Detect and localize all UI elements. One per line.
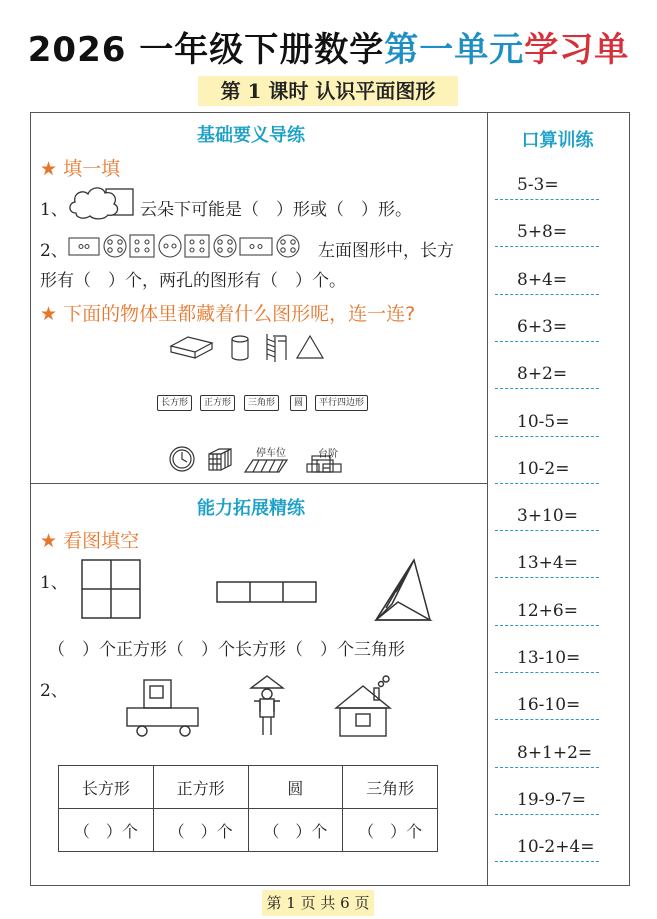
table-header-cell: 长方形 [59,766,154,809]
mental-math-item[interactable]: 3+10= [495,501,599,531]
shape-row-icon [68,233,316,259]
page-title: 2026 一年级下册数学第一单元学习单 [27,30,630,70]
table-row [59,809,438,852]
parking-label: 停车位 [256,448,286,459]
answer-cell[interactable]: （ ）个 [153,809,248,852]
mental-math-item[interactable]: 10-5= [495,407,599,437]
page-number: 第 1 页 共 6 页 [262,890,374,916]
fill-heading: ★ 填一填 [40,158,121,180]
table-header-cell: 三角形 [343,766,438,809]
steps-label: 台阶 [318,449,338,460]
s2-q2-number: 2、 [40,681,68,701]
shape-tag[interactable]: 长方形 [157,395,192,411]
q2-text: 左面图形中，长方 [318,241,454,261]
mental-math-item[interactable]: 16-10= [495,690,599,720]
answer-cell[interactable]: （ ）个 [59,809,154,852]
shape-tag[interactable]: 三角形 [244,395,279,411]
table-header-cell: 正方形 [153,766,248,809]
mental-math-item[interactable]: 8+4= [495,265,599,295]
mental-math-item[interactable]: 10-2+4= [495,832,599,862]
mental-math-item[interactable]: 13-10= [495,643,599,673]
answer-cell[interactable]: （ ）个 [343,809,438,852]
mental-math-item[interactable]: 8+2= [495,359,599,389]
mental-math-item[interactable]: 8+1+2= [495,738,599,768]
shape-tag[interactable]: 平行四边形 [315,395,368,411]
look-fill-heading: ★ 看图填空 [40,530,140,552]
lesson-title: 第 1 课时 认识平面图形 [198,76,458,106]
object-images [168,332,348,364]
mental-math-title: 口算训练 [521,130,594,151]
section1-title: 基础要义导练 [197,125,305,146]
mental-math-item[interactable]: 13+4= [495,548,599,578]
q2-figures [120,672,400,744]
shape-count-table [58,765,438,852]
table-header-row [59,766,438,809]
section-divider [30,483,487,484]
connect-heading: ★ 下面的物体里都藏着什么图形呢，连一连? [40,303,416,325]
section2-title: 能力拓展精练 [197,498,305,519]
shape-tag[interactable]: 圆 [290,395,307,411]
mental-math-item[interactable]: 5+8= [495,217,599,247]
q2-text-line2: 形有（ ）个，两孔的图形有（ ）个。 [40,271,346,291]
q1-answers: （ ）个正方形（ ）个长方形（ ）个三角形 [48,640,405,660]
mental-math-item[interactable]: 6+3= [495,312,599,342]
column-divider [487,112,488,886]
q1-number: 1、 [40,200,68,220]
mental-math-item[interactable]: 19-9-7= [495,785,599,815]
mental-math-item[interactable]: 10-2= [495,454,599,484]
mental-math-item[interactable]: 12+6= [495,596,599,626]
s2-q1-number: 1、 [40,573,68,593]
table-header-cell: 圆 [248,766,343,809]
q1-text: 云朵下可能是（ ）形或（ ）形。 [140,200,412,220]
answer-cell[interactable]: （ ）个 [248,809,343,852]
q1-figures [80,558,480,626]
q2-number: 2、 [40,241,68,261]
shape-tag[interactable]: 正方形 [200,395,235,411]
cloud-icon [68,183,136,221]
mental-math-item[interactable]: 5-3= [495,170,599,200]
